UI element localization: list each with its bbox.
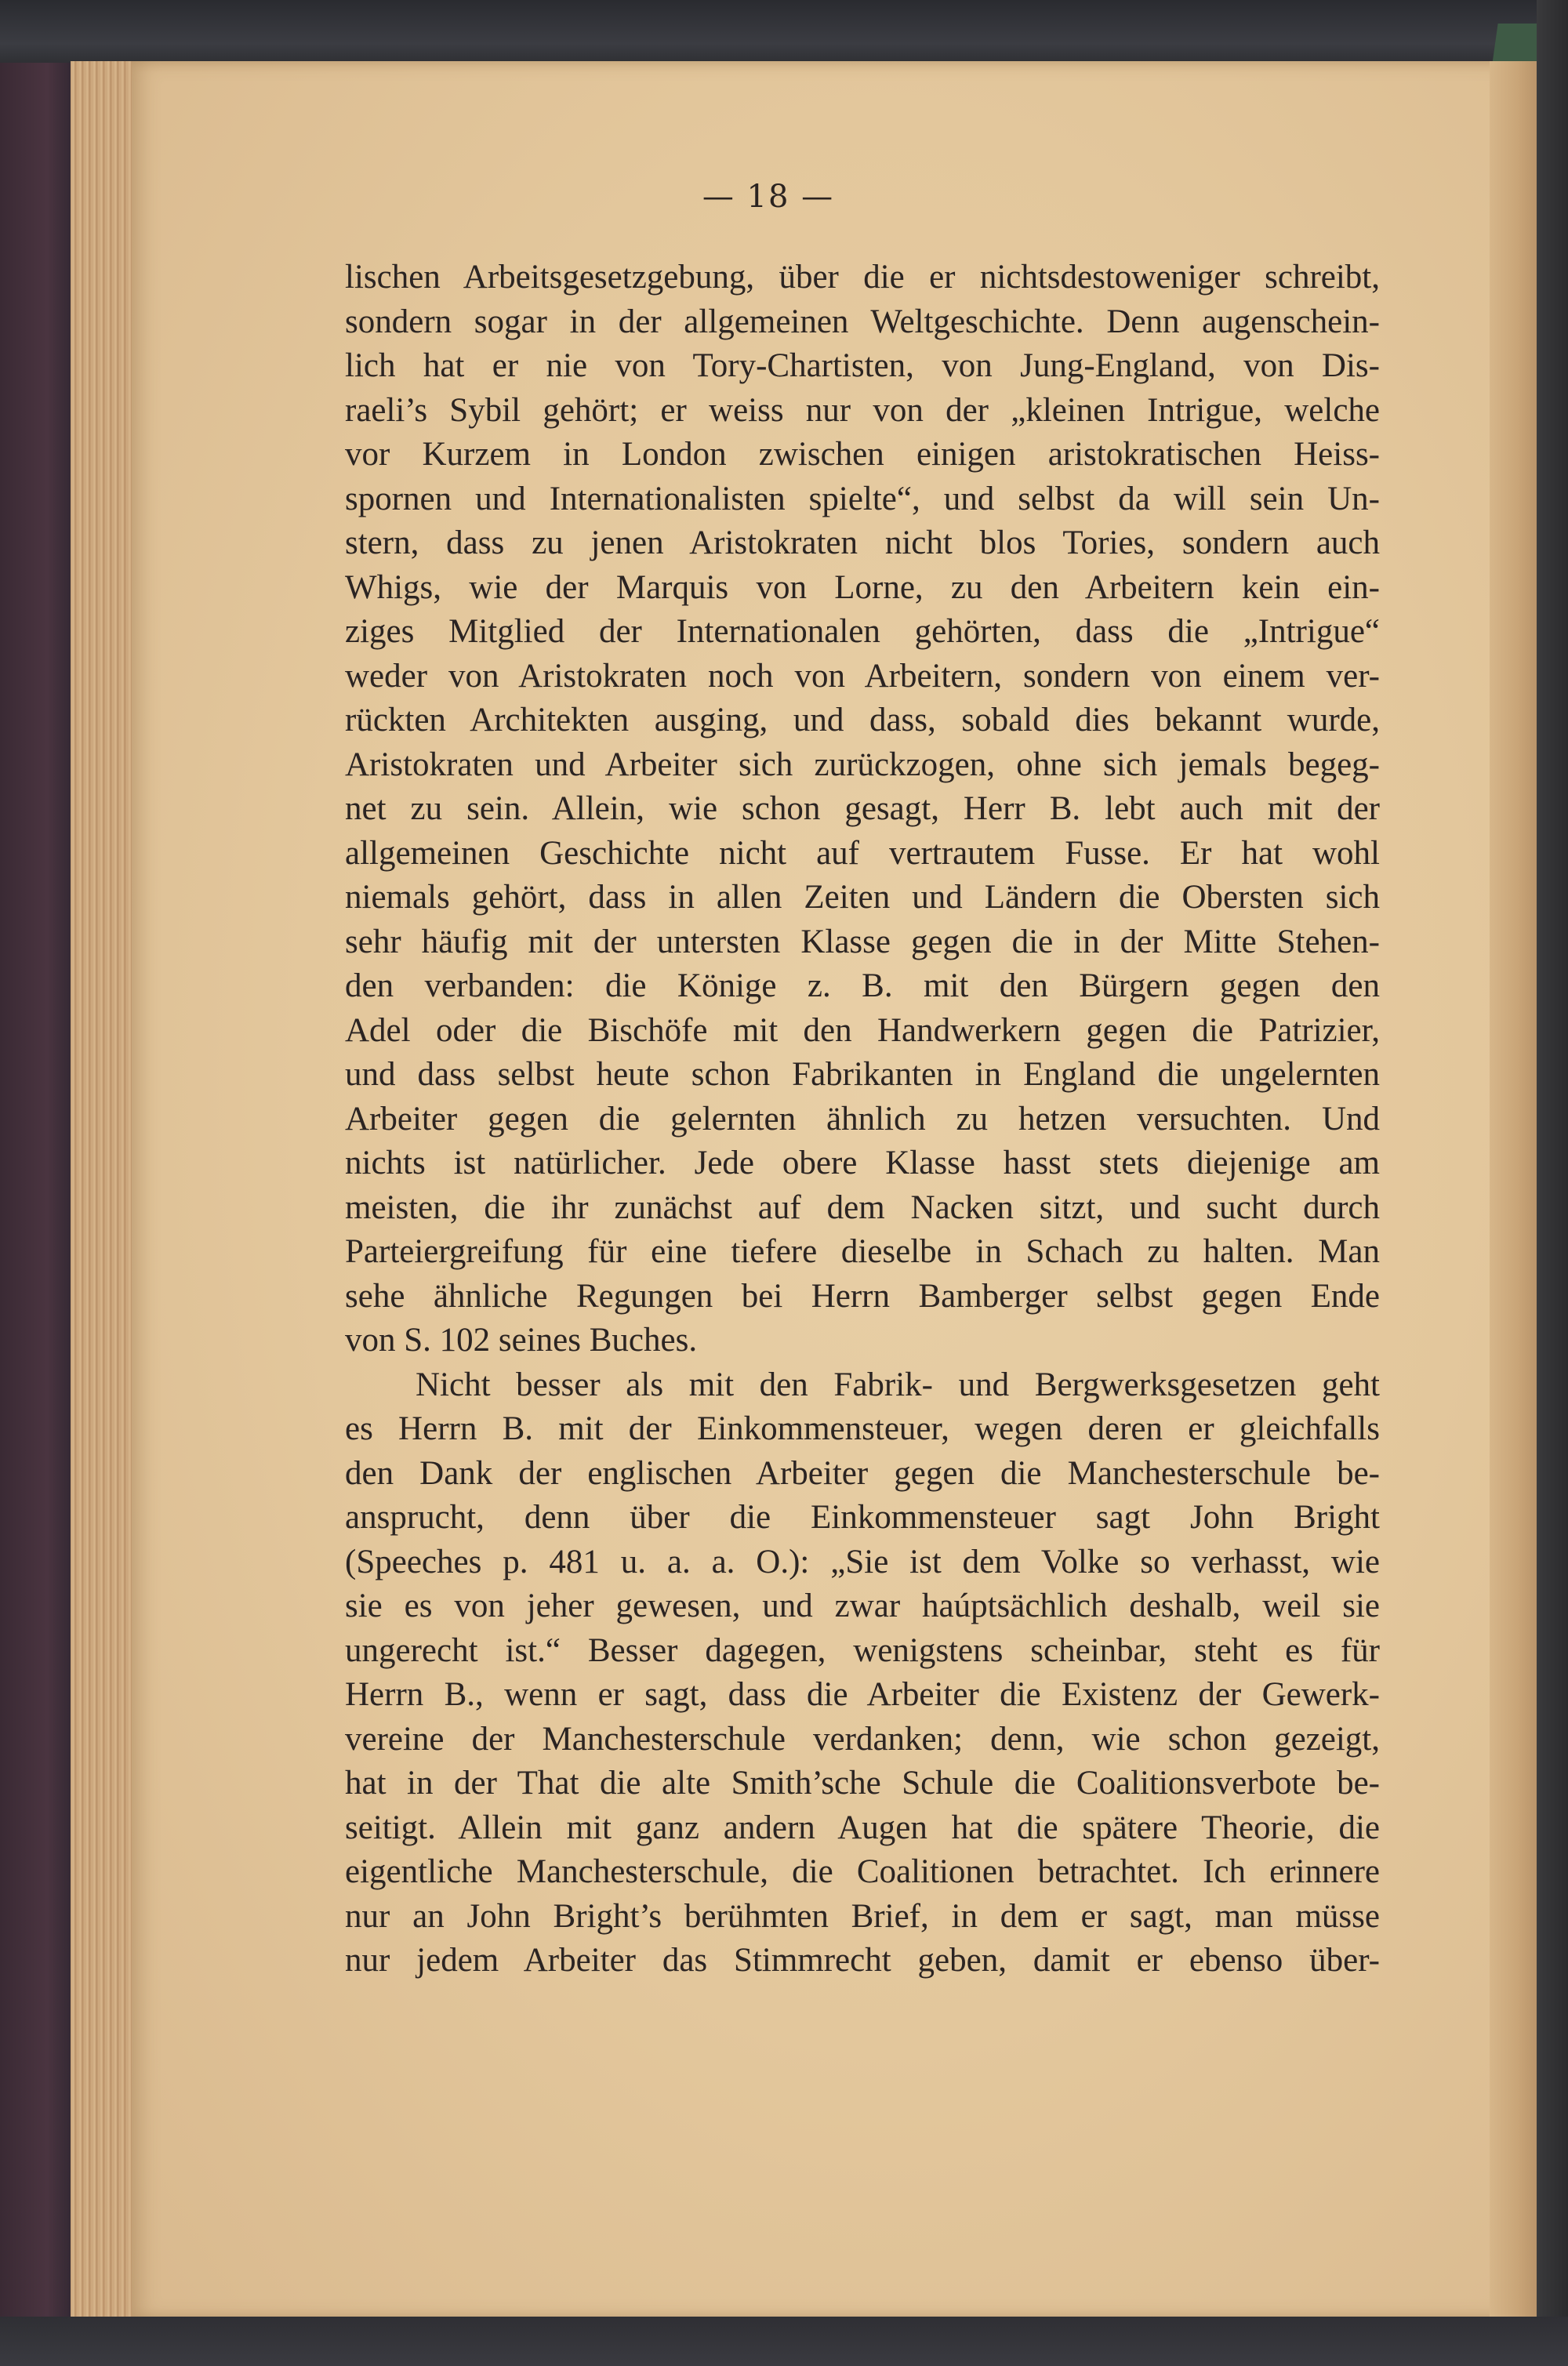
paragraph-start-line: Nicht besser als mit den Fabrik- und Bergwerksgesetzen geht — [416, 1366, 1380, 1403]
text-line: meisten, die ihr zunächst auf dem Nacken sitzt, und sucht durch — [345, 1188, 1380, 1226]
text-line: stern, dass zu jenen Aristokraten nicht blos Tories, sondern auch — [345, 524, 1380, 561]
book-cover-top-edge — [0, 0, 1568, 63]
text-line: sondern sogar in der allgemeinen Weltgeschichte. Denn augenschein- — [345, 303, 1380, 340]
page-gutter — [1490, 61, 1537, 2319]
text-line: Adel oder die Bischöfe mit den Handwerkern gegen die Patrizier, — [345, 1011, 1380, 1049]
book-cover-right-edge — [1537, 0, 1568, 2366]
text-line: ansprucht, denn über die Einkommensteuer sagt John Bright — [345, 1499, 1380, 1536]
text-line: allgemeinen Geschichte nicht auf vertrautem Fusse. Er hat wohl — [345, 834, 1380, 872]
text-line: nur jedem Arbeiter das Stimmrecht geben, damit er ebenso über- — [345, 1942, 1380, 1979]
text-line: ziges Mitglied der Internationalen gehörten, dass die „Intrigue“ — [345, 613, 1380, 650]
text-line: den verbanden: die Könige z. B. mit den Bürgern gegen den — [345, 967, 1380, 1004]
page-number: — 18 — — [702, 179, 835, 215]
text-line: (Speeches p. 481 u. a. a. O.): „Sie ist dem Volke so verhasst, wie — [345, 1543, 1380, 1580]
text-line: und dass selbst heute schon Fabrikanten in England die ungelernten — [345, 1056, 1380, 1093]
text-line: seitigt. Allein mit ganz andern Augen hat die spätere Theorie, die — [345, 1809, 1380, 1846]
text-line: es Herrn B. mit der Einkommensteuer, wegen deren er gleichfalls — [345, 1410, 1380, 1447]
text-line: lich hat er nie von Tory-Chartisten, von Jung-England, von Dis- — [345, 347, 1380, 384]
text-line: eigentliche Manchesterschule, die Coalitionen betrachtet. Ich erinnere — [345, 1853, 1380, 1890]
text-line: den Dank der englischen Arbeiter gegen die Manchesterschule be- — [345, 1454, 1380, 1492]
text-line: nur an John Bright’s berühmten Brief, in dem er sagt, man müsse — [345, 1897, 1380, 1935]
paragraph-end-line: von S. 102 seines Buches. — [345, 1322, 698, 1359]
text-line: Arbeiter gegen die gelernten ähnlich zu hetzen versuchten. Und — [345, 1100, 1380, 1138]
text-line: hat in der That die alte Smith’sche Schule die Coalitionsverbote be- — [345, 1765, 1380, 1802]
text-line: sehr häufig mit der untersten Klasse gegen die in der Mitte Stehen- — [345, 923, 1380, 960]
text-line: net zu sein. Allein, wie schon gesagt, Herr B. lebt auch mit der — [345, 790, 1380, 827]
text-line: Parteiergreifung für eine tiefere dieselbe in Schach zu halten. Man — [345, 1233, 1380, 1270]
text-line: raeli’s Sybil gehört; er weiss nur von der „kleinen Intrigue, welche — [345, 391, 1380, 429]
text-line: vereine der Manchesterschule verdanken; denn, wie schon gezeigt, — [345, 1720, 1380, 1758]
text-line: lischen Arbeitsgesetzgebung, über die er nichtsdestoweniger schreibt, — [345, 259, 1380, 296]
text-line: Aristokraten und Arbeiter sich zurückzogen, ohne sich jemals begeg- — [345, 746, 1380, 783]
text-line: nichts ist natürlicher. Jede obere Klasse hasst stets diejenige am — [345, 1145, 1380, 1181]
text-line: sie es von jeher gewesen, und zwar haúptsächlich deshalb, weil sie — [345, 1588, 1380, 1624]
text-line: spornen und Internationalisten spielte“, und selbst da will sein Un- — [345, 480, 1380, 517]
text-line: Herrn B., wenn er sagt, dass die Arbeiter die Existenz der Gewerk- — [345, 1676, 1380, 1713]
text-line: weder von Aristokraten noch von Arbeitern, sondern von einem ver- — [345, 657, 1380, 695]
text-line: niemals gehört, dass in allen Zeiten und Ländern die Obersten sich — [345, 879, 1380, 916]
text-line: vor Kurzem in London zwischen einigen aristokratischen Heiss- — [345, 436, 1380, 473]
book-cover-bottom-edge — [0, 2317, 1568, 2366]
text-line: ungerecht ist.“ Besser dagegen, wenigstens scheinbar, steht es für — [345, 1631, 1380, 1669]
text-line: sehe ähnliche Regungen bei Herrn Bamberger selbst gegen Ende — [345, 1277, 1380, 1315]
text-line: Whigs, wie der Marquis von Lorne, zu den Arbeitern kein ein- — [345, 568, 1380, 606]
text-line: rückten Architekten ausging, und dass, sobald dies bekannt wurde, — [345, 702, 1380, 738]
body-text — [345, 256, 1380, 1983]
